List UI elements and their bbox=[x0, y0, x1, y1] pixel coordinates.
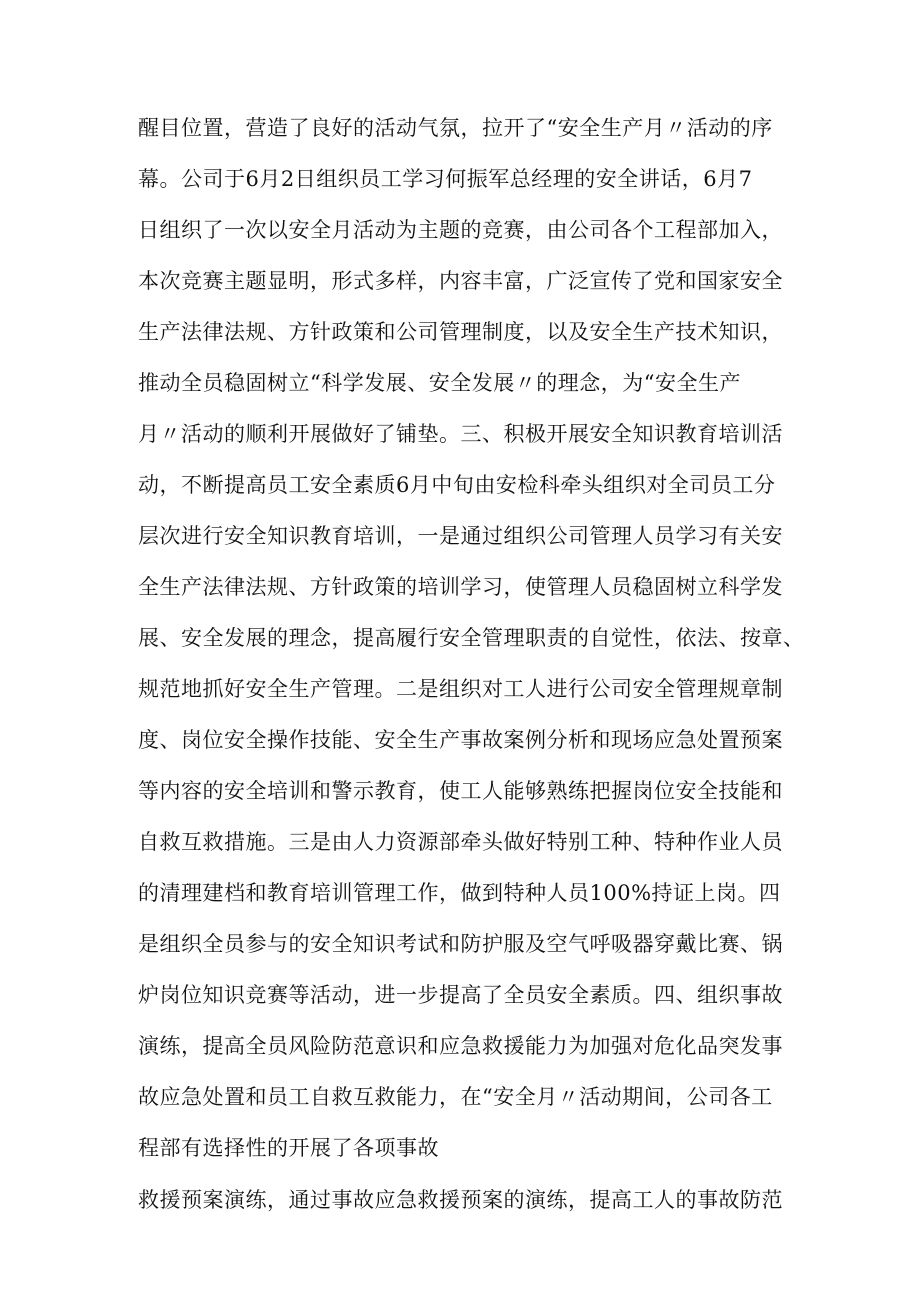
paragraph-line: 的清理建档和教育培训管理工作，做到特种人员100%持证上岗。四 bbox=[138, 881, 781, 905]
paragraph-line: 展、安全发展的理念，提高履行安全管理职责的自觉性，依法、按章、 bbox=[138, 626, 805, 650]
paragraph-line: 故应急处置和员工自救互救能力，在“安全月〃活动期间，公司各工 bbox=[138, 1085, 773, 1109]
paragraph-line: 生产法律法规、方针政策和公司管理制度，以及安全生产技术知识， bbox=[138, 320, 783, 344]
paragraph-line: 推动全员稳固树立“科学发展、安全发展〃的理念，为“安全生产 bbox=[138, 371, 741, 395]
paragraph-line: 救援预案演练，通过事故应急救援预案的演练，提高工人的事故防范 bbox=[138, 1188, 783, 1212]
paragraph-line: 幕。公司于6月2日组织员工学习何振军总经理的安全讲话，6月7 bbox=[138, 167, 753, 191]
paragraph-line: 是组织全员参与的安全知识考试和防护服及空气呼吸器穿戴比赛、锅 bbox=[138, 932, 783, 956]
paragraph-line: 本次竞赛主题显明，形式多样，内容丰富，广泛宣传了党和国家安全 bbox=[138, 269, 783, 293]
paragraph-line: 演练，提高全员风险防范意识和应急救援能力为加强对危化品突发事 bbox=[138, 1034, 783, 1058]
paragraph-line: 醒目位置，营造了良好的活动气氛，拉开了“安全生产月〃活动的序 bbox=[138, 116, 773, 140]
paragraph-line: 规范地抓好安全生产管理。二是组织对工人进行公司安全管理规章制 bbox=[138, 677, 783, 701]
paragraph-line: 炉岗位知识竞赛等活动，进一步提高了全员安全素质。四、组织事故 bbox=[138, 983, 783, 1007]
paragraph-line: 程部有选择性的开展了各项事故 bbox=[138, 1136, 439, 1160]
paragraph-line: 全生产法律法规、方针政策的培训学习，使管理人员稳固树立科学发 bbox=[138, 575, 783, 599]
paragraph-line: 层次进行安全知识教育培训，一是通过组织公司管理人员学习有关安 bbox=[138, 524, 783, 548]
paragraph-line: 日组织了一次以安全月活动为主题的竞赛，由公司各个工程部加入， bbox=[138, 218, 783, 242]
paragraph-line: 动，不断提高员工安全素质6月中旬由安检科牵头组织对全司员工分 bbox=[138, 473, 776, 497]
paragraph-line: 月〃活动的顺利开展做好了铺垫。三、积极开展安全知识教育培训活 bbox=[138, 422, 783, 446]
paragraph-line: 自救互救措施。三是由人力资源部牵头做好特别工种、特种作业人员 bbox=[138, 830, 783, 854]
paragraph-line: 度、岗位安全操作技能、安全生产事故案例分析和现场应急处置预案 bbox=[138, 728, 783, 752]
paragraph-line: 等内容的安全培训和警示教育，使工人能够熟练把握岗位安全技能和 bbox=[138, 779, 783, 803]
